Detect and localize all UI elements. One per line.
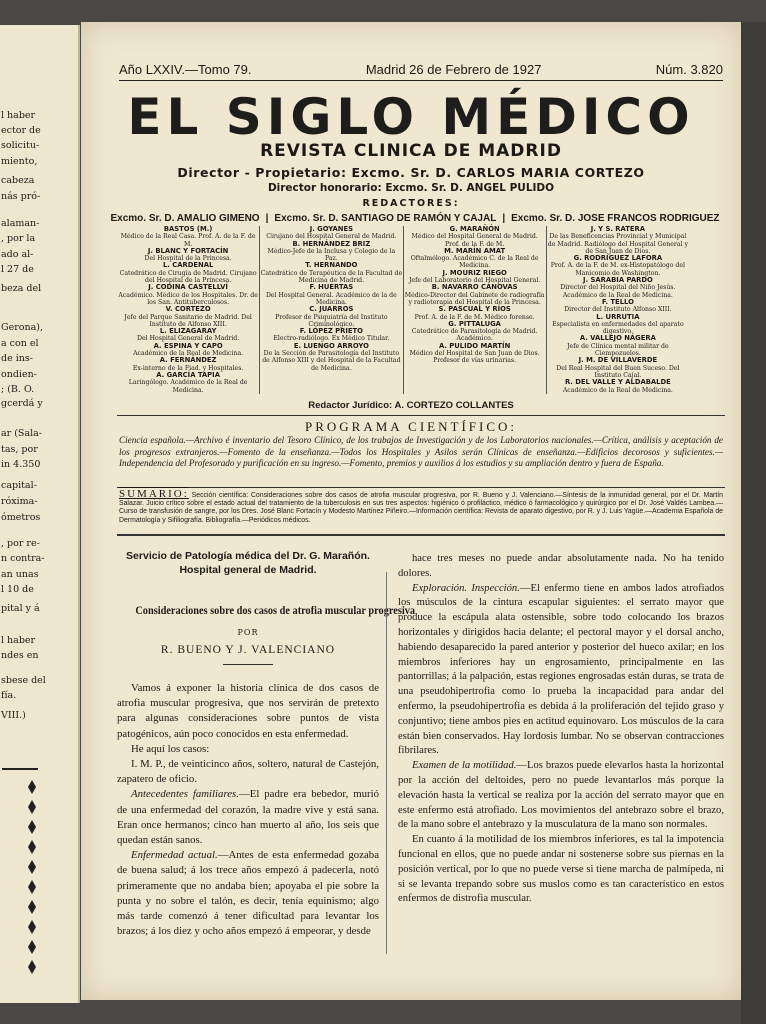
- article-paragraph: [398, 833, 724, 907]
- fragment-line: l 10 de: [1, 584, 34, 595]
- programa-title: PROGRAMA CIENTÍFICO:: [304, 419, 518, 434]
- staff-description: Oftalmólogo. Académico C. de la Real de Medicina.: [410, 255, 539, 270]
- paragraph-lead: Exploración. Inspección.: [412, 582, 520, 594]
- fragment-line: a con el: [1, 338, 39, 349]
- staff-column: [117, 226, 259, 394]
- staff-description: Médico-Director del Gabinete de radiografía y radioterapia del Hospital de la Princesa.: [404, 291, 545, 306]
- fragment-line: de ins-: [1, 353, 33, 364]
- staff-description: Ex-interno de la Fiad. y Hospitales.: [132, 364, 244, 372]
- staff-name: T. HERNANDO: [305, 261, 358, 270]
- fragment-line: gcerdá y: [1, 398, 43, 409]
- staff-name: E. LUENGO ARROYO: [293, 341, 369, 350]
- staff-name: G. RODRÍGUEZ LAFORA: [573, 254, 663, 263]
- redactor-separator: |: [265, 213, 269, 224]
- staff-description: Especialista en enfermedades del aparato digestivo.: [552, 320, 684, 336]
- staff-description: Laringólogo. Académico de la Real de Medicina.: [128, 379, 248, 394]
- issue-number: Núm. 3.820: [655, 62, 723, 77]
- fragment-line: miento,: [1, 156, 38, 167]
- staff-column: [259, 226, 402, 394]
- article-title: Consideraciones sobre dos casos de atrofia muscular progresiva: [135, 603, 416, 617]
- fragment-line: ndes en: [1, 650, 39, 661]
- article-authors: R. BUENO Y J. VALENCIANO: [160, 644, 336, 656]
- staff-name: J. GOYANES: [309, 225, 354, 233]
- diamond-ornament-icon: [28, 800, 36, 814]
- fragment-line: Gerona),: [1, 322, 43, 333]
- staff-name: B. HERNÁNDEZ BRIZ: [292, 239, 371, 248]
- article-paragraph: [117, 848, 379, 939]
- staff-description: Académico. Médico de los Hospitales. Dr. de los San. Antituberculosos.: [118, 291, 258, 306]
- staff-name: J. BLANC Y FORTACÍN: [147, 246, 229, 255]
- article-right-column: [398, 552, 724, 907]
- article-paragraph: [117, 742, 379, 757]
- diamond-ornament-icon: [28, 780, 36, 794]
- director-line: Director - Propietario: Excmo. Sr. D. CARLOS MARIA CORTEZO: [177, 165, 645, 180]
- byline-por: POR: [237, 628, 259, 637]
- fragment-line: in 4.350: [1, 459, 41, 470]
- fragment-line: ector de: [1, 125, 41, 136]
- diamond-ornament-icon: [28, 860, 36, 874]
- diamond-ornament-icon: [28, 920, 36, 934]
- redactor-separator: |: [502, 213, 506, 224]
- diamond-ornament-icon: [28, 940, 36, 954]
- staff-description: Médico-Jefe de la Inclusa y Colegio de la Paz.: [267, 247, 396, 263]
- staff-name: A. GARCÍA TAPIA: [156, 370, 220, 379]
- article-paragraph: [117, 757, 379, 787]
- staff-name: L. URRUTIA: [596, 312, 640, 321]
- paragraph-text: —El padre era bebedor, murió de una enfermedad del corazón, la madre vive y está sana. Eran once hermanos; cinco han muerto al año, los seis que quedan están sanos.: [117, 788, 379, 847]
- fragment-line: l 27 de: [1, 264, 34, 275]
- paragraph-text: En cuanto á la motilidad de los miembros inferiores, es tal la impotencia funcional en ellos, que no puede andar ni sostenerse sobre sus piernas en la posición vertical, por lo que no puede verse si tiene marcha de palmípeda, ni si se levanta trepando sobre sus muslos como es tan característico en estos enfermos de distrofia muscular.: [398, 834, 724, 905]
- article-paragraph: [117, 681, 379, 742]
- staff-name: G. MARAÑÓN: [449, 225, 500, 233]
- fragment-line: ondien-: [1, 369, 37, 380]
- staff-description: Médico del Hospital General de Madrid. Prof. de la F. de M.: [411, 233, 538, 248]
- scanner-edge: [741, 22, 766, 1024]
- masthead-subtitle: REVISTA CLINICA DE MADRID: [260, 141, 562, 161]
- fragment-line: n contra-: [1, 553, 45, 564]
- fragment-line: VIII.): [1, 710, 26, 721]
- hospital-heading: Hospital general de Madrid.: [179, 564, 317, 576]
- redactor-name: Excmo. Sr. D. JOSE FRANCOS RODRIGUEZ: [511, 213, 720, 224]
- fragment-line: capital-: [1, 480, 37, 491]
- staff-name: C. JUARROS: [309, 305, 354, 314]
- staff-description: Prof. A. de la F. de M. ex-Histopatólogo del Manicomio de Washington.: [550, 262, 686, 277]
- staff-description: Del Hospital General de Madrid.: [137, 335, 240, 343]
- fragment-line: , por la: [1, 233, 36, 244]
- fragment-line: alaman-: [1, 218, 40, 229]
- redactor-name: Excmo. Sr. D. AMALIO GIMENO: [110, 213, 260, 224]
- fragment-line: l haber: [1, 110, 36, 121]
- staff-description: Cirujano del Hospital General de Madrid.: [266, 233, 397, 241]
- staff-description: Electro-radiólogo. Ex Médico Titular.: [273, 335, 390, 343]
- fragment-line: fía.: [1, 690, 17, 701]
- staff-name: F. HUERTAS: [309, 283, 354, 292]
- article-paragraph: [398, 552, 724, 582]
- staff-name: F. LÓPEZ PRIETO: [299, 327, 363, 336]
- paragraph-text: —El enfermo tiene en ambos lados atrofiados los músculos de la cintura escapular siguientes: el serrato mayor que produce la escápula alata ostensible, sobre todo colocando los brazos horizontales y dirigidos hacia delante; el pectoral mayor y el dorsal ancho, habiendo desaparecido la pared anterior y posterior del hueco axilar; en los miembros inferiores hay un engrosamiento, principalmente en las pantorrillas; á la palpación, estas regiones engrosadas están duras, se trata de una pseudohipertrofia como lo prueba la incapacidad para andar del enfermo, la pseudohipertrofia es debida á la proliferación del tejido graso y conjuntivo; tiene ambos pies en actitud equinovaro. Los músculos de la cara están bien conservados. Hay lordosis lumbar. No se observan contracciones fibrilares.: [398, 582, 724, 757]
- staff-description: Jefe del Laboratorio del Hospital General.: [408, 277, 541, 285]
- diamond-ornament-icon: [28, 900, 36, 914]
- section-rule: [117, 487, 725, 488]
- staff-description: De las Beneficencias Provincial y Municipal de Madrid. Radiólogo del Hospital General y de San Juan de Dios.: [547, 233, 688, 255]
- staff-name: A. FERNÁNDEZ: [159, 356, 217, 365]
- staff-description: De la Sección de Parasitología del Instituto de Alfonso XIII y del Hospital de la Facultad de Medicina.: [262, 350, 401, 372]
- staff-directory: [117, 226, 689, 394]
- diamond-ornament-icon: [28, 840, 36, 854]
- diamond-ornament-icon: [28, 960, 36, 974]
- staff-description: Prof. A. de la F. de M. Médico forense.: [414, 313, 535, 321]
- paragraph-text: —Antes de esta enfermedad gozaba de buena salud; á los trece años empezó á padecerla, notó primeramente que no andaba bien; apoyaba el pie sobre la punta y no sobre el talón, es decir, tenía equinismo; algo más tarde comenzó á tener dificultad para levantar los brazos; á los diez y ocho años empezó á empeorar, y desde: [117, 849, 379, 938]
- masthead-title: EL SIGLO MÉDICO: [127, 88, 695, 146]
- year-volume: Año LXXIV.—Tomo 79.: [119, 62, 252, 77]
- sumario-body: Sección científica: Consideraciones sobre dos casos de atrofia muscular progresiva, por R. Bueno y J. Valenciano.—Síntesis de la inmunidad general, por el Dr. Martín Salazar. Juicio crítico sobre el estado actual del tratamiento de la tuberculosis en sus tres aspectos: higiénico ó profiláctico, médico ó farmacológico y quirúrgico por el Dr. José Valdés Lambea.—Curso de transfusión de sangre, por los Dres. José Blanc Fortacín y Modesto Martínez Piñeiro.—Información científica: Revista de aparato digestivo, por R. y J. Luis Yagüe.—Academia Española de Dermatología y Sifiliografía. Bibliografía.—Periódicos médicos.: [119, 492, 723, 524]
- staff-name: A. PULIDO MARTÍN: [438, 341, 511, 350]
- redactores-label: REDACTORES:: [362, 198, 460, 209]
- issue-date: Madrid 26 de Febrero de 1927: [365, 62, 542, 77]
- staff-name: L. ELIZAGARAY: [159, 327, 217, 336]
- fragment-line: nás pró-: [1, 191, 41, 202]
- staff-name: M. MARÍN AMAT: [444, 246, 506, 255]
- staff-name: J. Y S. RATERA: [590, 225, 646, 233]
- staff-name: R. DEL VALLE Y ALDABALDE: [564, 378, 671, 387]
- fragment-line: an unas: [1, 569, 39, 580]
- paragraph-text: —Los brazos puede elevarlos hasta la horizontal por la acción del deltoides, pero no puede levantarlos más porque la elevación hasta la vertical se realiza por la acción del serrato mayor que en este enfermo está atrofiado. Los movimientos del antebrazo sobre el brazo, de la mano sobre el antebrazo y la musculatura de la mano son normales.: [398, 760, 724, 831]
- staff-name: B. NAVARRO CÁNOVAS: [431, 283, 518, 292]
- legal-editor-line: Redactor Jurídico: A. CORTEZO COLLANTES: [308, 400, 514, 411]
- newspaper-page: [81, 22, 741, 1000]
- section-rule: [117, 415, 725, 416]
- paragraph-text: I. M. P., de veinticinco años, soltero, natural de Castejón, zapatero de oficio.: [117, 758, 379, 786]
- staff-name: G. PITTALUGA: [448, 319, 501, 328]
- staff-description: Médico de la Real Casa. Prof. A. de la F. de M.: [120, 233, 256, 248]
- staff-name: L. CARDENAL: [162, 261, 214, 270]
- paragraph-text: Vamos á exponer la historia clínica de dos casos de atrofia muscular progresiva, que nos servirán de pretexto para algunas consideraciones sobre puntos de vista patogénicos, aún poco conocidos en esta enfermedad.: [117, 682, 379, 740]
- staff-description: Médico del Hospital de San Juan de Dios. Profesor de vías urinarias.: [409, 350, 540, 365]
- fragment-line: pital y á: [1, 603, 40, 614]
- paragraph-lead: Antecedentes familiares.: [131, 788, 239, 801]
- diamond-ornament-icon: [28, 880, 36, 894]
- service-heading: Servicio de Patología médica del Dr. G. Marañón.: [126, 550, 370, 562]
- issue-header: [119, 62, 723, 77]
- article-paragraph: [398, 582, 724, 760]
- fragment-line: cabeza: [1, 175, 35, 186]
- column-separator: [386, 572, 387, 954]
- staff-name: J. SARABIA PARDO: [583, 276, 653, 285]
- staff-description: Jefe del Parque Sanitario de Madrid. Del Instituto de Alfonso XIII.: [124, 313, 252, 328]
- staff-column: [546, 226, 689, 394]
- sumario-label: SUMARIO:: [119, 488, 189, 500]
- staff-description: Académico de la Real de Medicina.: [133, 350, 244, 358]
- fragment-line: l haber: [1, 635, 36, 646]
- staff-name: A. VALLEJO NÁGERA: [579, 334, 656, 343]
- paragraph-lead: Examen de la motilidad.: [412, 760, 517, 772]
- staff-name: J. M. DE VILLAVERDE: [578, 356, 658, 365]
- staff-description: Académico de la Real de Medicina.: [562, 386, 673, 394]
- paragraph-text: He aquí los casos:: [131, 742, 210, 755]
- fragment-line: ar (Sala-: [1, 428, 43, 439]
- staff-name: J. CODINA CASTELLVÍ: [148, 283, 228, 292]
- fragment-line: ado al-: [1, 249, 34, 260]
- fragment-line: ; (B. O.: [1, 384, 35, 395]
- header-rule: [119, 80, 723, 81]
- ornamental-border: [2, 765, 38, 985]
- staff-description: Del Real Hospital del Buen Suceso. Del Instituto Cajal.: [556, 364, 680, 379]
- fragment-line: solicitu-: [1, 140, 40, 151]
- staff-description: Catedrático de Terapéutica de la Facultad de Medicina de Madrid.: [260, 269, 403, 285]
- staff-description: Catedrático de Parasitología de Madrid. Académico.: [411, 328, 538, 343]
- redactores-list: [99, 213, 731, 224]
- fragment-line: beza del: [1, 283, 42, 294]
- sumario-block: [119, 490, 723, 525]
- paragraph-lead: Enfermedad actual.: [131, 849, 218, 862]
- fragment-line: , por re-: [1, 538, 40, 549]
- staff-name: A. ESPINA Y CAPO: [153, 341, 223, 350]
- staff-description: Del Hospital General. Académico de la de Medicina.: [265, 291, 397, 306]
- honorary-director-line: Director honorario: Excmo. Sr. D. ANGEL PULIDO: [267, 182, 555, 194]
- staff-description: Director del Instituto Alfonso XIII.: [564, 306, 672, 314]
- staff-description: Jefe de Clínica mental militar de Ciempozuelos.: [567, 342, 669, 358]
- article-left-column: [117, 549, 416, 939]
- diamond-ornament-icon: [28, 820, 36, 834]
- article-paragraph: [398, 759, 724, 833]
- staff-name: J. MOURIZ RIEGO: [442, 268, 507, 277]
- redactor-name: Excmo. Sr. D. SANTIAGO DE RAMÓN Y CAJAL: [274, 213, 497, 224]
- staff-description: Del Hospital de la Princesa.: [144, 255, 232, 263]
- section-rule: [117, 534, 725, 536]
- left-page-fragment: [0, 25, 80, 1003]
- staff-description: Catedrático de Cirugía de Madrid. Cirujano del Hospital de la Princesa.: [119, 269, 257, 285]
- staff-name: F. TELLO: [601, 297, 634, 306]
- byline-rule: [223, 664, 273, 665]
- fragment-line: ómetros: [1, 512, 41, 523]
- fragment-line: tas, por: [1, 444, 38, 455]
- programa-body: Ciencia española.—Archivo é inventario del Tesoro Clínico, de los trabajos de Investigación y de los Laboratorios nacionales.—Crítica, análisis y aceptación de los progresos extranjeros.—Fomento de la enseñanza.—Todos los Hospitales y Asilos serán Clínicas de enseñanza.—Edificios decorosos y suficientes.—Independencia del Profesorado y purificación en su ingreso.—Fomento, premios y auxilios á los estudios y su ampliación dentro y fuera de España.: [119, 435, 723, 469]
- paragraph-text: hace tres meses no puede andar absolutamente nada. No ha tenido dolores.: [398, 553, 724, 579]
- staff-column: [403, 226, 546, 394]
- staff-description: Profesor de Psiquiatría del Instituto Criminológico.: [275, 313, 388, 328]
- staff-name: V. CORTEZO: [165, 305, 211, 314]
- fragment-line: róxima-: [1, 496, 38, 507]
- fragment-line: sbese del: [1, 675, 46, 686]
- article-paragraph: [117, 787, 379, 848]
- staff-name: S. PASCUAL Y RÍOS: [438, 305, 511, 314]
- staff-description: Director del Hospital del Niño Jesús. Académico de la Real de Medicina.: [560, 284, 676, 299]
- staff-name: BASTOS (M.): [163, 225, 213, 233]
